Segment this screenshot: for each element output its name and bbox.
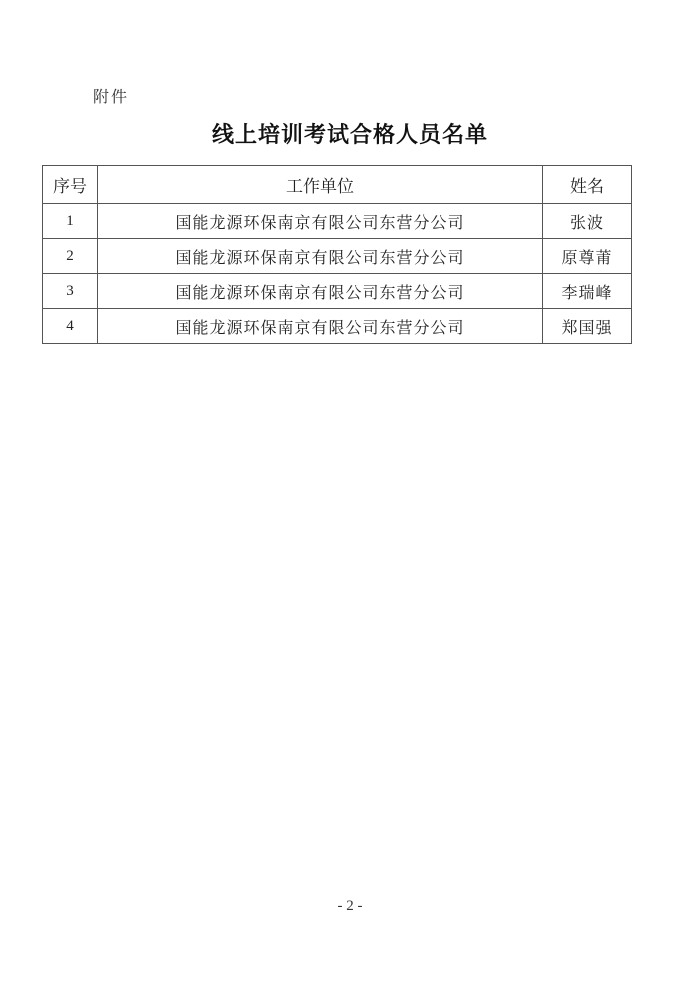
table-row <box>43 274 632 309</box>
cell-work-unit: 国能龙源环保南京有限公司东营分公司 <box>98 309 543 344</box>
cell-name: 张波 <box>543 204 632 239</box>
table-row <box>43 239 632 274</box>
cell-name: 郑国强 <box>543 309 632 344</box>
cell-name: 李瑞峰 <box>543 274 632 309</box>
header-work-unit: 工作单位 <box>98 166 543 204</box>
header-name: 姓名 <box>543 166 632 204</box>
table-row <box>43 309 632 344</box>
attachment-label: 附件 <box>93 87 130 106</box>
document-title: 线上培训考试合格人员名单 <box>211 122 488 148</box>
table-header-row <box>43 166 632 204</box>
cell-work-unit: 国能龙源环保南京有限公司东营分公司 <box>98 239 543 274</box>
table-row <box>43 204 632 239</box>
cell-work-unit: 国能龙源环保南京有限公司东营分公司 <box>98 204 543 239</box>
header-serial-number: 序号 <box>43 166 98 204</box>
cell-serial-number: 2 <box>43 239 98 274</box>
cell-serial-number: 4 <box>43 309 98 344</box>
qualified-personnel-table <box>42 165 632 344</box>
cell-serial-number: 3 <box>43 274 98 309</box>
cell-work-unit: 国能龙源环保南京有限公司东营分公司 <box>98 274 543 309</box>
cell-serial-number: 1 <box>43 204 98 239</box>
page-number: - 2 - <box>337 898 363 914</box>
cell-name: 原尊莆 <box>543 239 632 274</box>
